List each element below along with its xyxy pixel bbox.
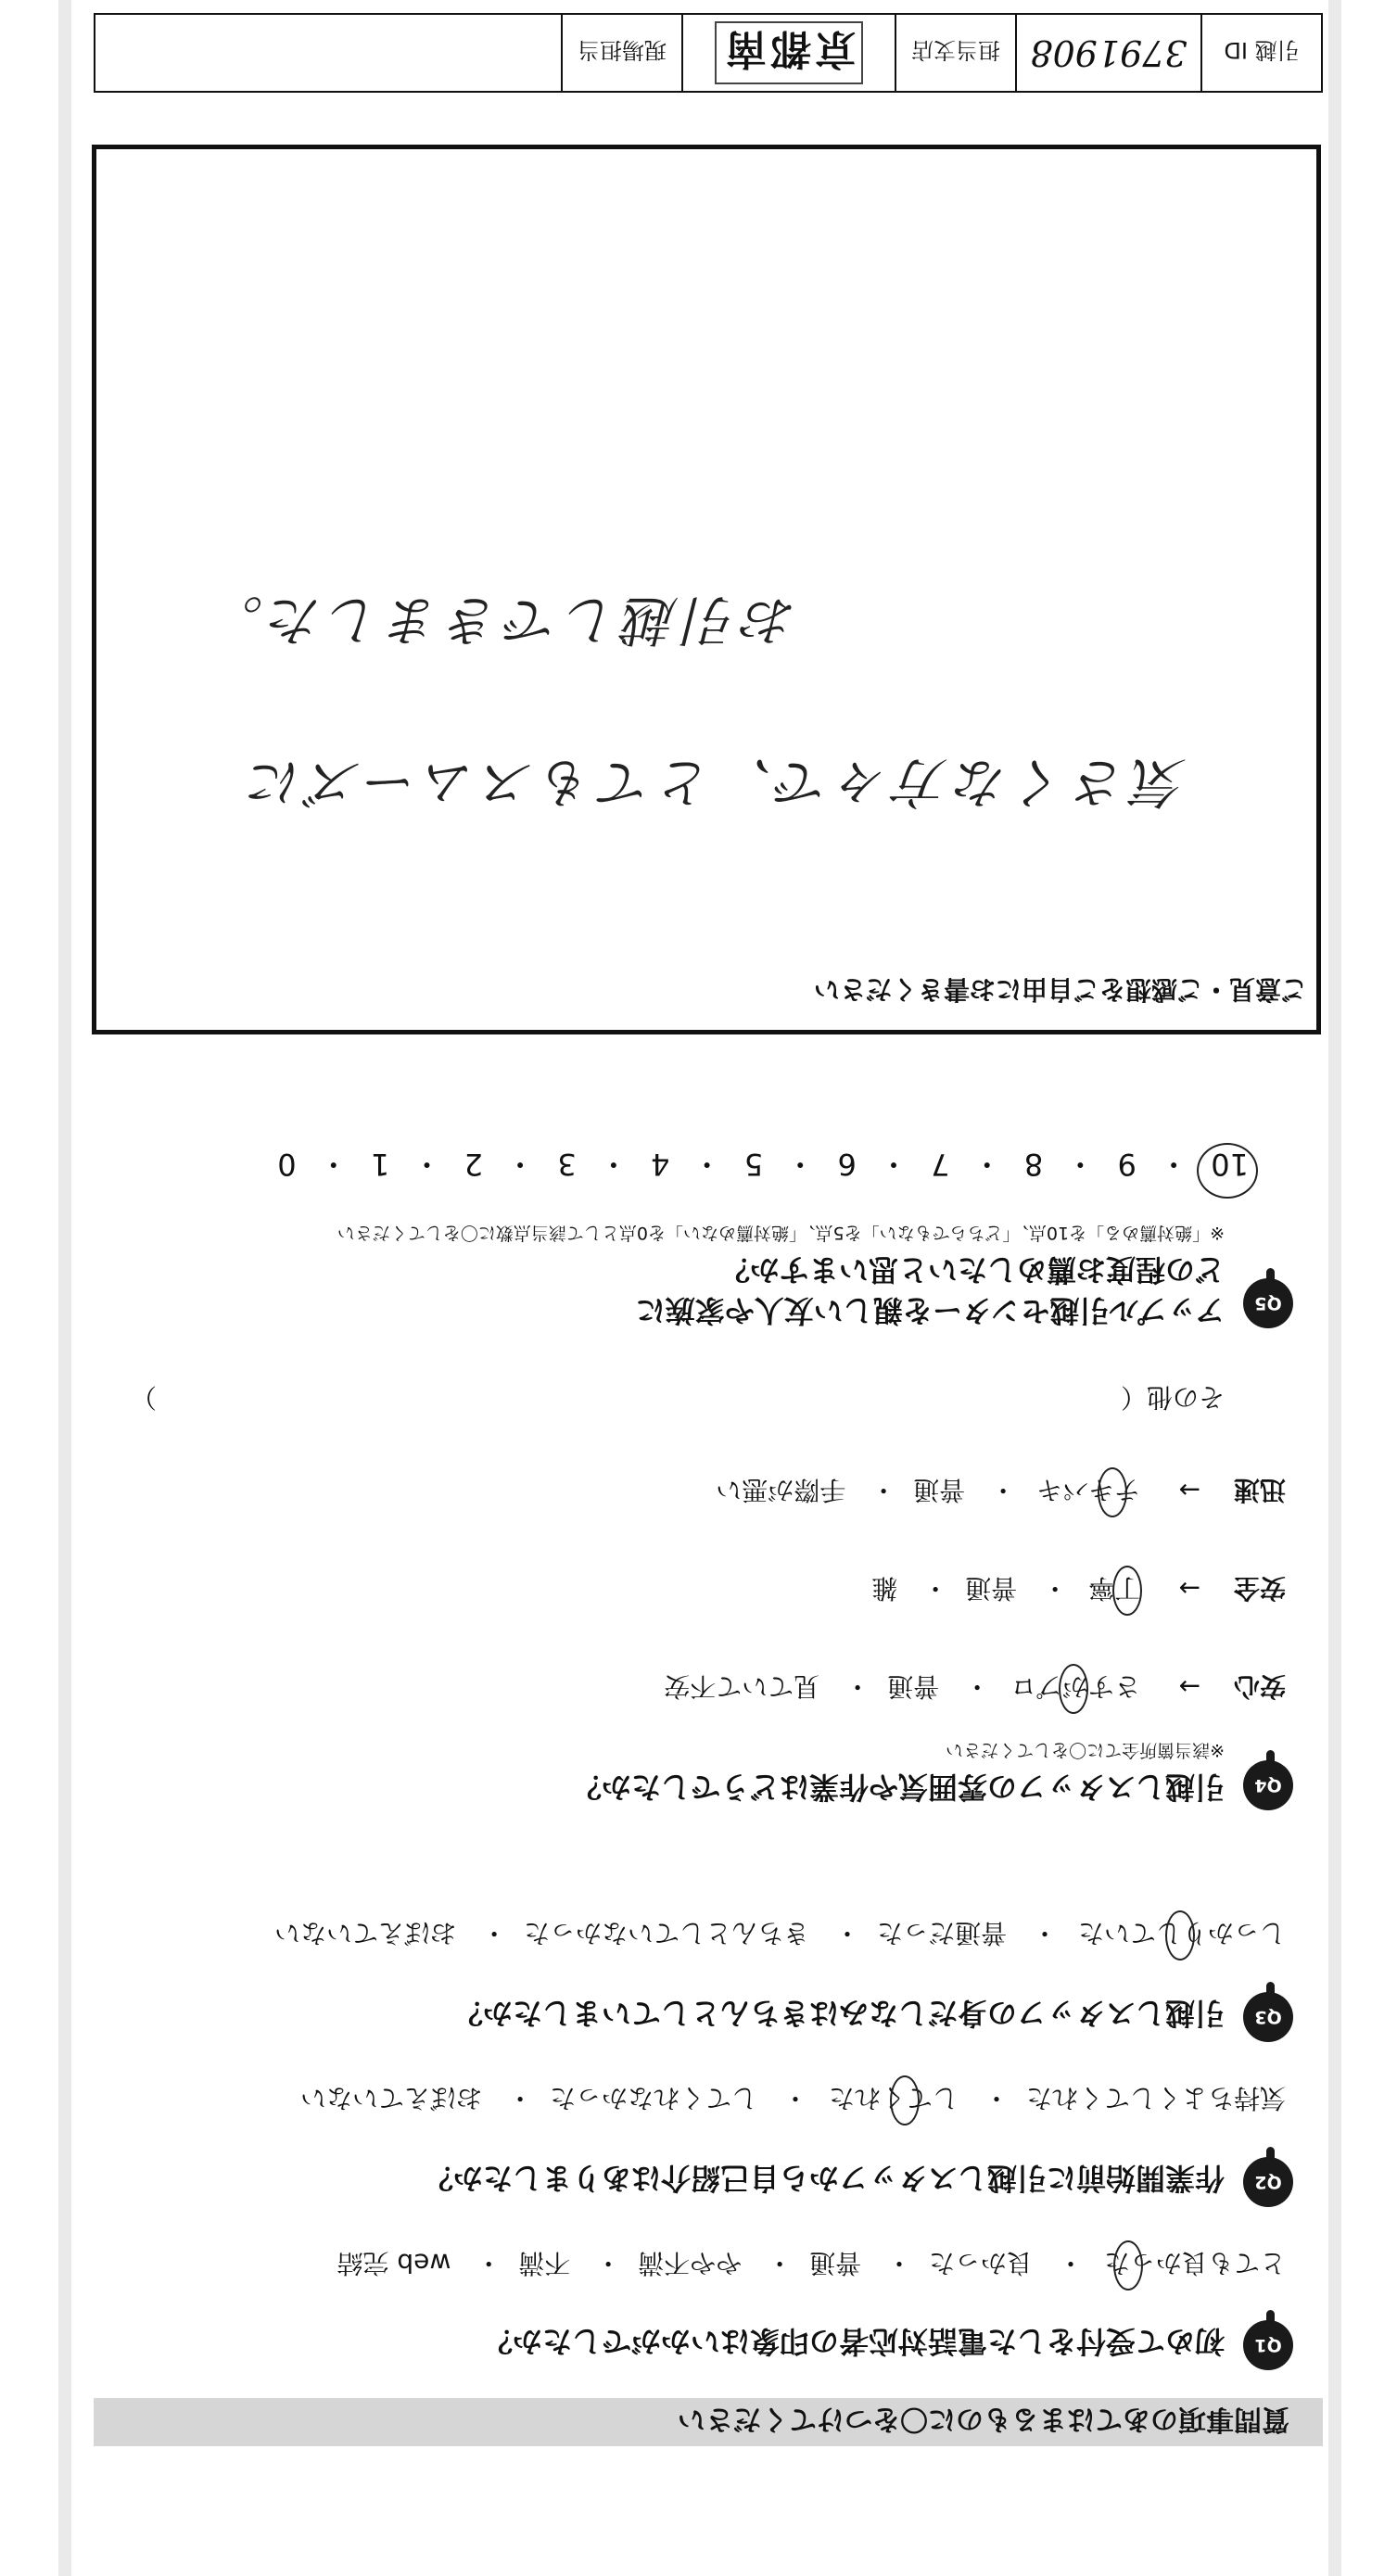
comment-heading: ご意見・ご感想をご自由にお書きください <box>813 974 1307 1005</box>
q1-option-normal[interactable]: 普通 <box>809 2248 862 2278</box>
q5-note: ※「絶対薦める」を10点、「どちらでもない」を5点、「絶対薦めない」を0点として該当点数に〇をしてください <box>337 1223 1225 1243</box>
q5-badge: Q5 <box>1243 1278 1293 1328</box>
q1-option-good[interactable]: 良かった <box>929 2248 1034 2278</box>
q4-selection-circle-2 <box>1112 1566 1142 1616</box>
handwritten-comment-line2: お引越しできました。 <box>203 589 797 652</box>
q2-question: 作業開始前に引越しスタッフから自己紹介はありましたか？ <box>423 2161 1225 2196</box>
q4-badge: Q4 <box>1243 1760 1293 1810</box>
q1-question: 初めて受付をした電話対応者の印象はいかがでしたか？ <box>482 2324 1225 2359</box>
q2-badge: Q2 <box>1243 2157 1293 2207</box>
q4-option-normal-1[interactable]: 普通 <box>887 1671 940 1702</box>
q4-category-speed: 迅速 <box>1233 1475 1286 1505</box>
q4-note: ※該当箇所全てに〇をしてください <box>946 1740 1225 1760</box>
q4-other-label: その他（ <box>1120 1382 1225 1413</box>
branch-label: 担当支店 <box>895 15 1015 91</box>
arrow-icon: → <box>1178 1573 1200 1604</box>
q1-selection-circle <box>1113 2240 1143 2290</box>
q2-selection-circle <box>890 2075 920 2126</box>
q2-option-no[interactable]: してくれなかった <box>550 2083 758 2113</box>
q1-option-very-good[interactable]: とても良かった <box>1103 2248 1286 2278</box>
q2-options: 気持ちよくしてくれた・ してくれた・ してくれなかった・ おぼえていない <box>300 2072 1286 2122</box>
q5-question-line1: アップル引越センターを親しい友人や家族に <box>635 1293 1225 1328</box>
q4-other-field[interactable] <box>131 1380 1225 1417</box>
arrow-icon: → <box>1178 1475 1200 1505</box>
q3-badge: Q3 <box>1243 1992 1293 2042</box>
q4-option-normal-2[interactable]: 普通 <box>965 1573 1018 1604</box>
handler-label: 現場担当 <box>561 15 681 91</box>
q4-other-close: ） <box>131 1382 158 1413</box>
q4-row-safety: 安全→ 丁寧・ 普通・ 雑 <box>871 1562 1286 1612</box>
scan-edge-left <box>1328 0 1341 2576</box>
comment-box[interactable] <box>92 145 1321 1034</box>
q4-option-anxious[interactable]: 見ていて不安 <box>664 1671 820 1702</box>
q3-option-neat[interactable]: しっかりしていた <box>1077 1918 1286 1948</box>
q3-option-untidy[interactable]: きちんとしていなかった <box>524 1918 810 1948</box>
q5-selection-circle <box>1197 1143 1258 1199</box>
q3-option-normal[interactable]: 普通だった <box>877 1918 1008 1948</box>
move-id-value: 3791908 <box>1015 15 1200 91</box>
q4-option-professional[interactable]: さすがプロ <box>1010 1671 1141 1702</box>
q4-question: 引越しスタッフの雰囲気や作業はどうでしたか？ <box>571 1770 1225 1805</box>
q5-score-scale[interactable]: 10 ・ 9 ・ 8 ・ 7 ・ 6 ・ 5 ・ 4 ・ 3 ・ 2 ・ 1 ・ 0 <box>277 1147 1249 1182</box>
q3-question: 引越しスタッフの身だしなみはきちんとしていましたか？ <box>452 1996 1225 2031</box>
q4-option-clumsy[interactable]: 手際が悪い <box>716 1475 846 1505</box>
handler-value <box>95 15 561 91</box>
q2-option-dont-remember[interactable]: おぼえていない <box>300 2083 483 2113</box>
q1-option-web-complete[interactable]: web 完結 <box>337 2248 451 2278</box>
handwritten-comment-line1: 気さくな方々で、とてもスムーズに <box>243 751 1187 814</box>
q4-category-safety: 安全 <box>1233 1573 1286 1604</box>
q4-option-efficient[interactable]: テキパキ <box>1036 1475 1141 1505</box>
arrow-icon: → <box>1178 1671 1200 1702</box>
q1-options: とても良かった・ 良かった・ 普通・ やや不満・ 不満・ web 完結 <box>337 2237 1287 2287</box>
branch-value: 京都南 <box>715 21 863 84</box>
q4-row-speed: 迅速→ テキパキ・ 普通・ 手際が悪い <box>716 1464 1286 1514</box>
office-use-table <box>94 13 1323 93</box>
q1-badge: Q1 <box>1243 2320 1293 2370</box>
q4-row-reassurance: 安心→ さすがプロ・ 普通・ 見ていて不安 <box>664 1660 1286 1710</box>
q2-option-yes[interactable]: してくれた <box>829 2083 959 2113</box>
q3-option-dont-remember[interactable]: おぼえていない <box>274 1918 457 1948</box>
q1-option-slightly-dissatisfied[interactable]: やや不満 <box>638 2248 743 2278</box>
q4-option-rough[interactable]: 雑 <box>871 1573 898 1604</box>
instructions-banner: 質問事項のあてはまるものに〇をつけてください <box>94 2398 1323 2446</box>
q3-options: しっかりしていた・ 普通だった・ きちんとしていなかった・ おぼえていない <box>274 1907 1286 1957</box>
scan-edge-right <box>58 0 71 2576</box>
q5-question-line2: どの程度お薦めしたいと思いますか？ <box>719 1252 1225 1288</box>
q4-option-careful[interactable]: 丁寧 <box>1088 1573 1141 1604</box>
q4-selection-circle-1 <box>1059 1664 1088 1714</box>
q3-selection-circle <box>1165 1910 1195 1961</box>
q1-option-dissatisfied[interactable]: 不満 <box>518 2248 571 2278</box>
move-id-label: 引越 ID <box>1200 15 1321 91</box>
q4-category-reassurance: 安心 <box>1233 1671 1286 1702</box>
q2-option-pleasant[interactable]: 気持ちよくしてくれた <box>1025 2083 1286 2113</box>
q4-selection-circle-3 <box>1098 1467 1127 1517</box>
branch-stamp <box>681 15 895 91</box>
q4-option-normal-3[interactable]: 普通 <box>913 1475 966 1505</box>
